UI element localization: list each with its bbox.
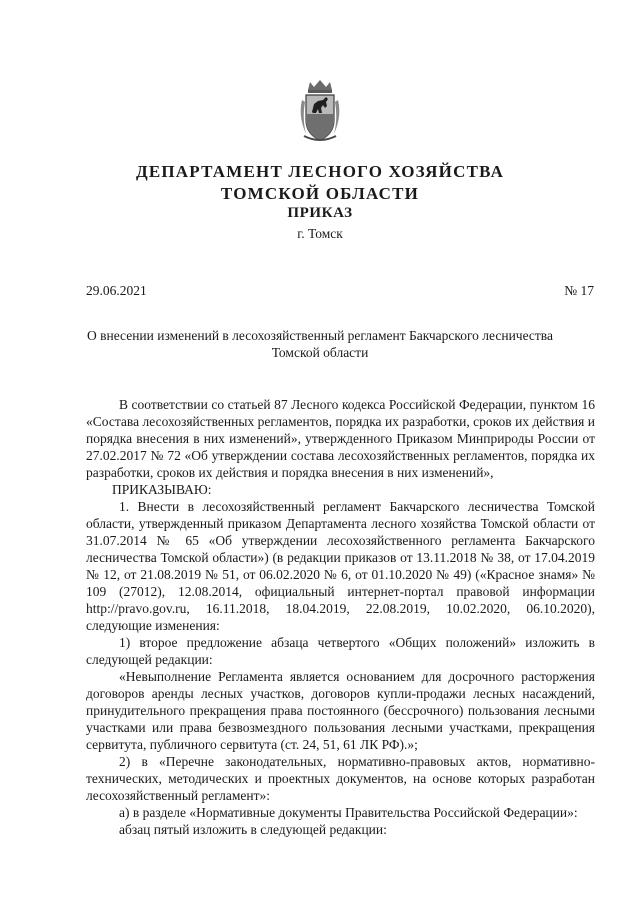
document-type: ПРИКАЗ bbox=[287, 205, 353, 221]
city: г. Томск bbox=[297, 226, 343, 241]
document-date: 29.06.2021 bbox=[86, 283, 147, 298]
document-subject bbox=[60, 327, 580, 361]
paragraph-subitem-2a: а) в разделе «Нормативные документы Правительства Российской Федерации»: bbox=[119, 805, 578, 820]
subject-line1: О внесении изменений в лесохозяйственный регламент Бакчарского лесничества bbox=[87, 328, 553, 343]
paragraph-subitem-2: 2) в «Перечне законодательных, нормативно-правовых актов, нормативно-технических, методических и проектных документов, на основе которых разработан лесохозяйственный регламент»: bbox=[86, 754, 595, 803]
paragraph-order-word: ПРИКАЗЫВАЮ: bbox=[112, 482, 212, 497]
department-title-line1: ДЕПАРТАМЕНТ ЛЕСНОГО ХОЗЯЙСТВА bbox=[135, 162, 505, 181]
paragraph-preamble: В соответствии со статьей 87 Лесного кодекса Российской Федерации, пунктом 16 «Состава лесохозяйственных регламентов, порядка их разработки, сроков их действия и порядка внесения в них изменений», утвержденного Приказом Минприроды России от 27.02.2017 № 72 «Об утверждении состава лесохозяйственных регламентов, порядка их разработки, сроков их действия и порядка внесения в них изменений», bbox=[86, 397, 595, 480]
paragraph-subitem-2a-text: абзац пятый изложить в следующей редакции: bbox=[119, 822, 387, 837]
paragraph-quote: «Невыполнение Регламента является основанием для досрочного расторжения договоров аренды лесных участков, договоров купли-продажи лесных насаждений, принудительного прекращения права постоянного (бессрочного) пользования лесными участками или права безвозмездного пользования лесными участками, прекращения сервитута, публичного сервитута (ст. 24, 51, 61 ЛК РФ).»; bbox=[86, 669, 595, 752]
document-number: № 17 bbox=[564, 283, 594, 298]
paragraph-item-1: 1. Внести в лесохозяйственный регламент Бакчарского лесничества Томской области, утвержденный приказом Департамента лесного хозяйства Томской области от 31.07.2014 № 65 «Об утверждении лесохозяйственного регламента Бакчарского лесничества Томской области») (в редакции приказов от 13.11.2018 № 38, от 17.04.2019 № 12, от 21.08.2019 № 51, от 06.02.2020 № 6, от 01.10.2020 № 49) («Красное знамя» № 109 (27012), 12.08.2014, официальный интернет-портал правовой информации http://pravo.gov.ru, 16.11.2018, 18.04.2019, 22.08.2019, 10.02.2020, 06.10.2020), следующие изменения: bbox=[86, 499, 595, 633]
tomsk-coat-of-arms-icon bbox=[296, 78, 344, 144]
subject-line2: Томской области bbox=[271, 345, 369, 360]
document-body bbox=[86, 396, 595, 838]
department-title-line2: ТОМСКОЙ ОБЛАСТИ bbox=[220, 184, 420, 203]
paragraph-subitem-1: 1) второе предложение абзаца четвертого «Общих положений» изложить в следующей редакции: bbox=[86, 635, 595, 667]
